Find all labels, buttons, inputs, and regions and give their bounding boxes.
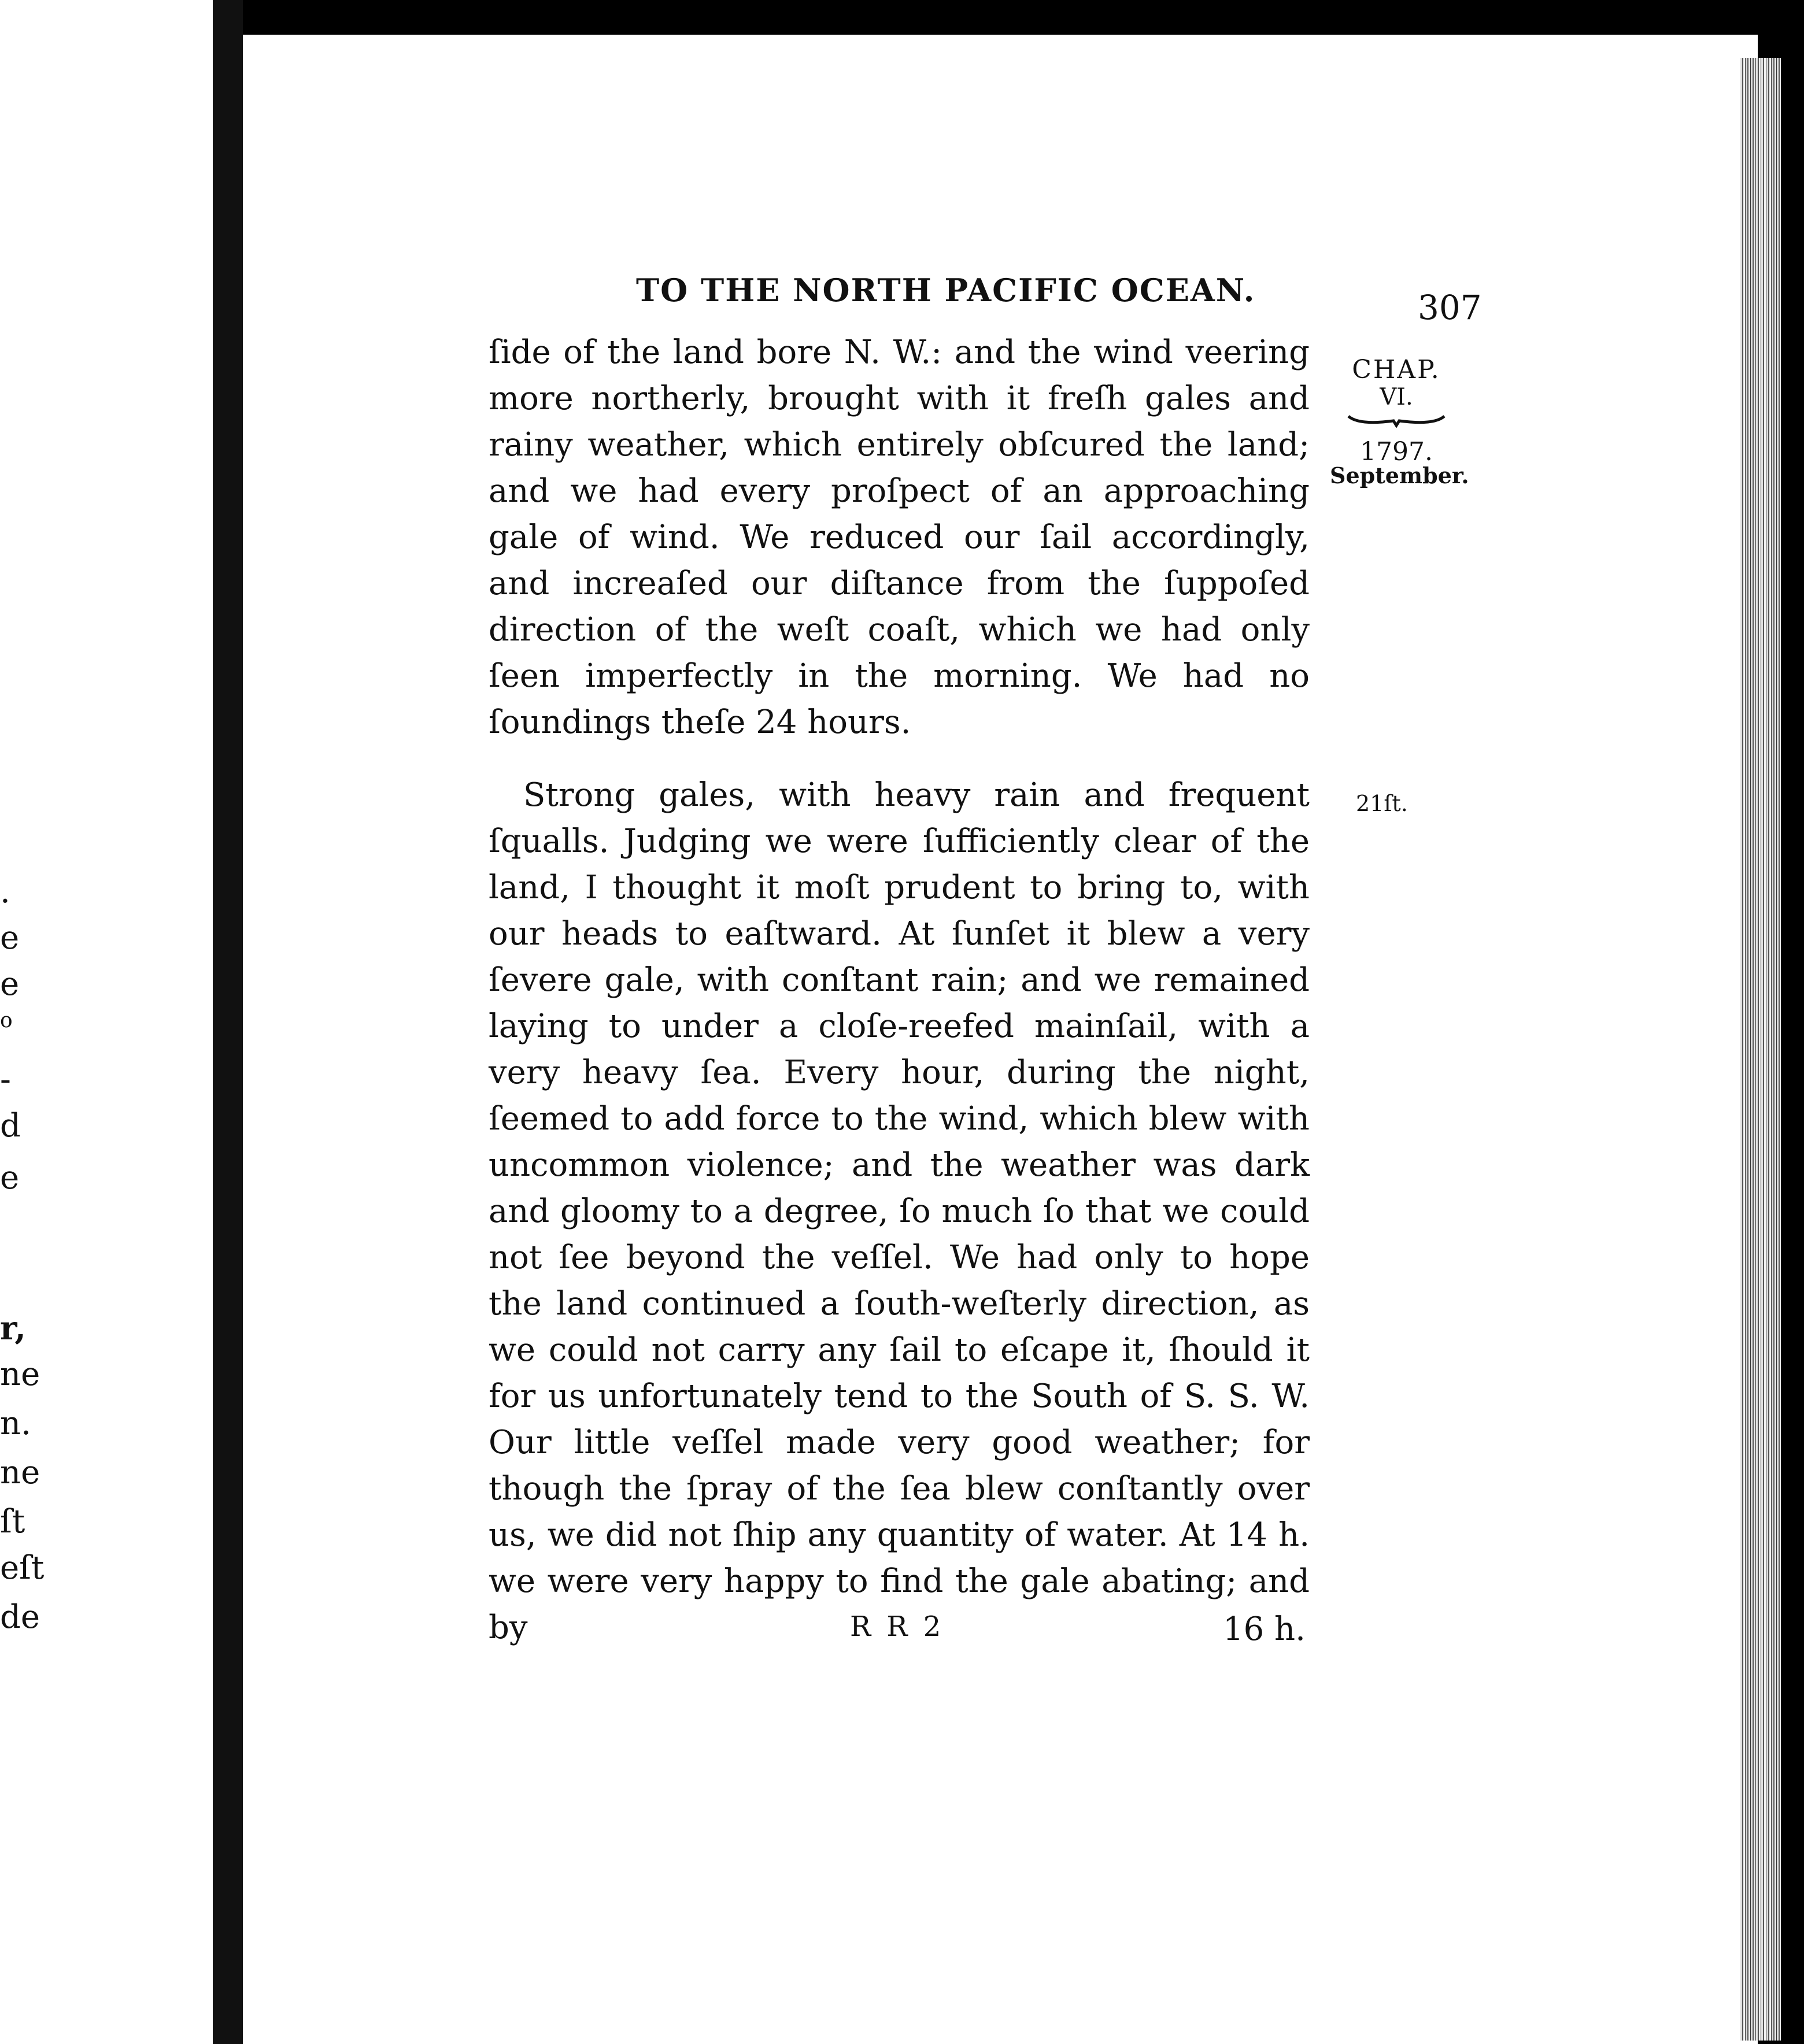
left-page-fragment: -: [0, 1061, 11, 1098]
left-page-fragment: r,: [0, 1309, 26, 1347]
paragraph: ſide of the land bore N. W.: and the wind veering more northerly, brought with it freſh gales and rainy weather, which entirely obſcured the land; and we had every proſpect of an approaching gale of wind. We reduced our ſail accordingly, and increaſed our diſtance from the ſuppoſed direction of the weſt coaſt, which we had only ſeen imperfectly in the morning. We had no ſoundings theſe 24 hours.: [489, 334, 1310, 741]
left-page-fragment: d: [0, 1107, 21, 1145]
brace-icon: [1347, 410, 1446, 428]
margin-date: 21ſt.: [1356, 791, 1408, 816]
left-page-fragment: ne: [0, 1454, 40, 1491]
left-page-fragment: ſt: [0, 1503, 25, 1541]
margin-chapter-number: VI.: [1380, 384, 1413, 410]
left-page-fragment: e: [0, 919, 20, 957]
left-page-fragment: ne: [0, 1356, 40, 1393]
signature-mark: R R 2: [850, 1610, 945, 1643]
catchword: 16 h.: [1223, 1610, 1306, 1648]
left-page-fragment: e: [0, 1159, 20, 1197]
page-stack-edge: [1740, 58, 1781, 2041]
page-number: 307: [1418, 288, 1482, 327]
margin-chapter-label: CHAP.: [1352, 355, 1441, 384]
running-head: TO THE NORTH PACIFIC OCEAN.: [636, 272, 1256, 309]
left-page-fragment: o: [0, 1009, 13, 1032]
margin-year: 1797.: [1360, 437, 1433, 466]
left-page-fragment: eſt: [0, 1549, 45, 1587]
left-page-fragment: .: [0, 873, 10, 910]
scan-border: [1781, 0, 1804, 2044]
paragraph: Strong gales, with heavy rain and frequent ſqualls. Judging we were ſufficiently clear of the land, I thought it moſt prudent to bring to, with our heads to eaſtward. At ſunſet it blew a very ſevere gale, with conſtant rain; and we remained laying to under a cloſe-reefed mainſail, with a very heavy ſea. Every hour, during the night, ſeemed to add force to the wind, which blew with uncommon violence; and the weather was dark and gloomy to a degree, ſo much ſo that we could not ſee beyond the veſſel. We had only to hope the land continued a ſouth-weſterly direction, as we could not carry any ſail to eſcape it, ſhould it for us unfortunately tend to the South of S. S. W. Our little veſſel made very good weather; for though the ſpray of the ſea blew conſtantly over us, we did not ſhip any quantity of water. At 14 h. we were very happy to find the gale abating; and by: [489, 776, 1310, 1646]
book-gutter: [213, 0, 243, 2044]
left-page-fragment: de: [0, 1598, 40, 1636]
left-page-fragment: n.: [0, 1405, 31, 1442]
margin-month: September.: [1330, 462, 1469, 488]
left-page-fragment: e: [0, 965, 20, 1003]
left-page-edge: [0, 0, 213, 2044]
